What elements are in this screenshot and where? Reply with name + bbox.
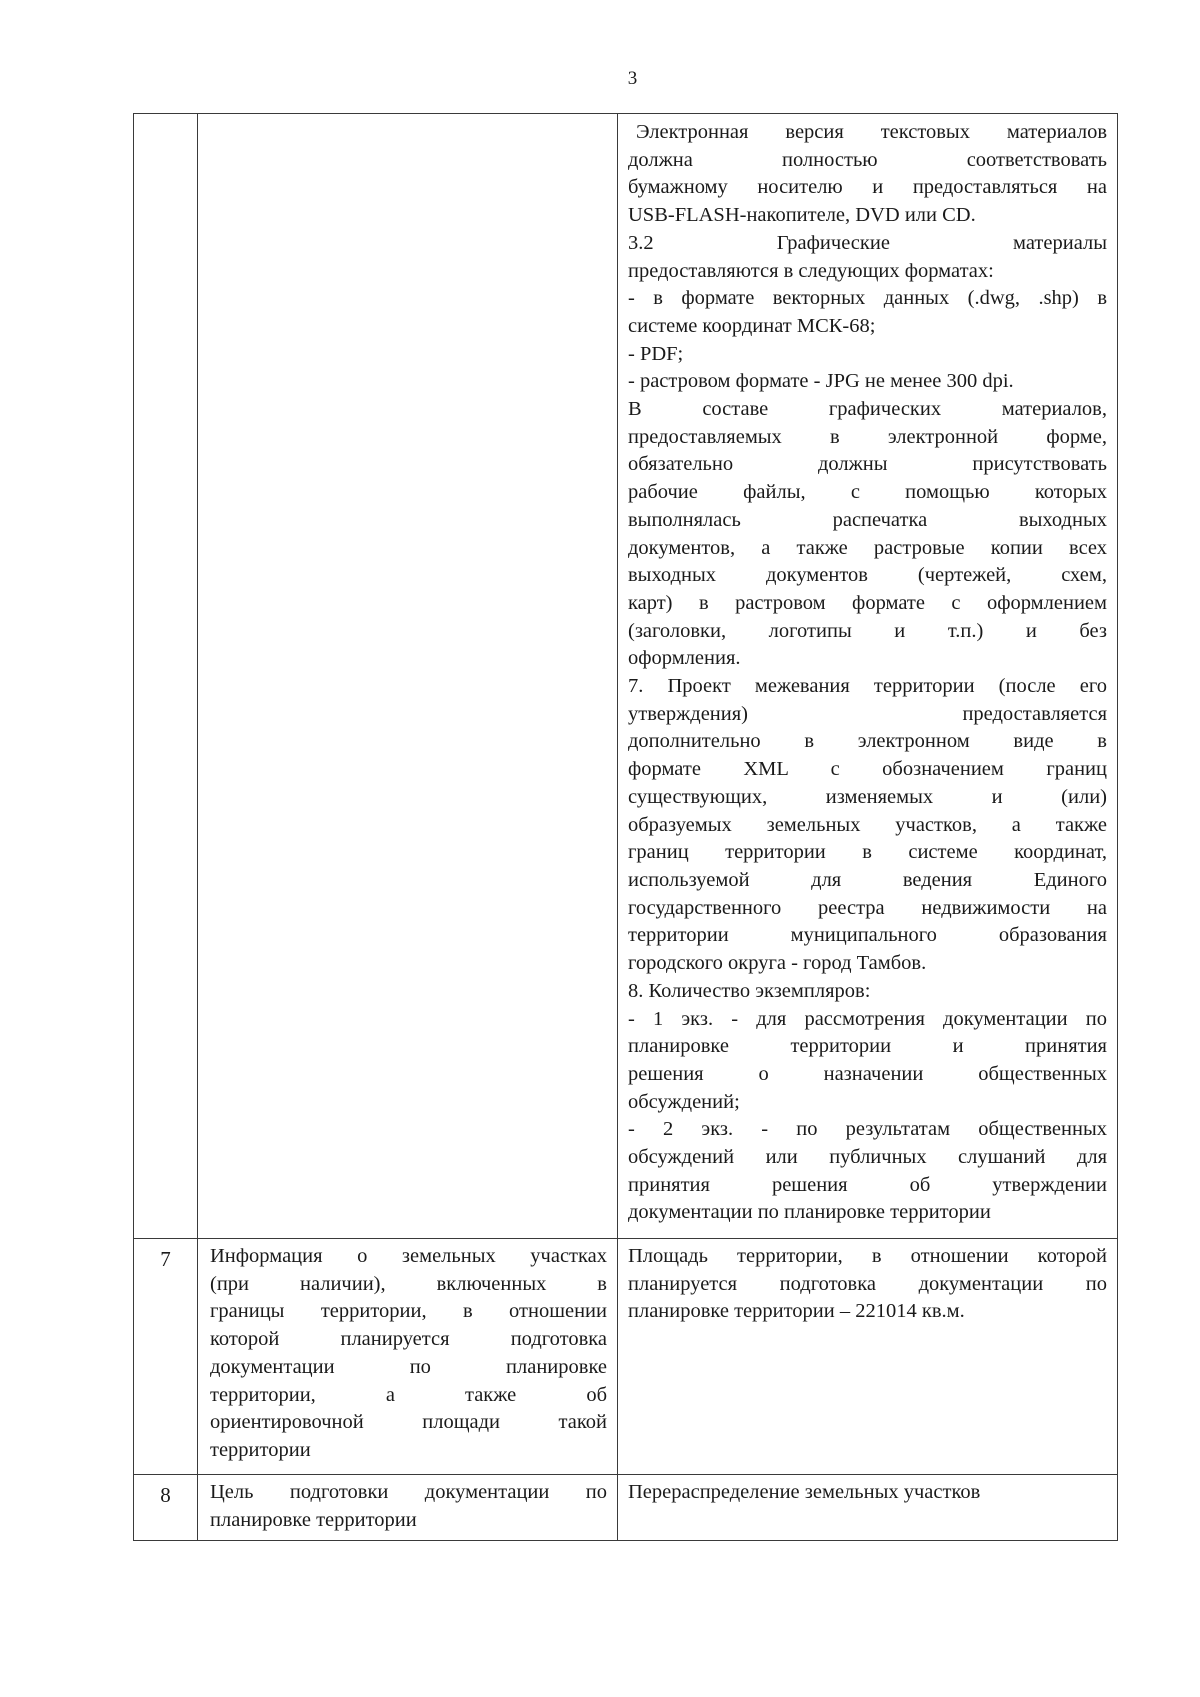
text-line: планировке территории: [210, 1508, 417, 1531]
text-line: решения о назначении общественных: [628, 1062, 1107, 1085]
text-line: обязательно должны присутствовать: [628, 453, 1107, 476]
row-number: 8: [134, 1475, 198, 1541]
requirements-text: [628, 119, 1107, 1227]
text-line: Перераспределение земельных участков: [628, 1481, 981, 1503]
text-line: - в формате векторных данных (.dwg, .shp) в: [628, 287, 1107, 310]
text-line: городского округа - город Тамбов.: [628, 952, 927, 975]
text-line: обсуждений;: [628, 1090, 740, 1113]
text-line: обсуждений или публичных слушаний для: [628, 1146, 1107, 1169]
text-line: планировке территории – 221014 кв.м.: [628, 1300, 965, 1323]
text-line: границ территории в системе координат,: [628, 841, 1107, 864]
text-line: утверждения) предоставляется: [628, 702, 1107, 725]
row-value-cell: [618, 1475, 1118, 1541]
row-title: [210, 1479, 607, 1534]
text-line: Цель подготовки документации по: [210, 1481, 607, 1503]
text-line: территории, а также об: [210, 1383, 607, 1406]
row-title-cell: [198, 1239, 618, 1475]
text-line: документации по планировке территории: [628, 1201, 991, 1224]
text-line: документов, а также растровые копии всех: [628, 536, 1107, 559]
text-line: (заголовки, логотипы и т.п.) и без: [628, 619, 1107, 642]
text-line: территории муниципального образования: [628, 924, 1107, 947]
text-line: (при наличии), включенных в: [210, 1272, 607, 1295]
text-line: ориентировочной площади такой: [210, 1411, 607, 1434]
text-line: принятия решения об утверждении: [628, 1173, 1107, 1196]
text-line: 7. Проект межевания территории (после его: [628, 675, 1107, 698]
text-line: - 1 экз. - для рассмотрения документации по: [628, 1007, 1107, 1030]
text-line: 3.2 Графические материалы: [628, 231, 1107, 254]
row-value: [628, 1243, 1107, 1326]
row-title: [210, 1243, 607, 1465]
text-line: формате XML с обозначением границ: [628, 758, 1107, 781]
text-line: - PDF;: [628, 342, 684, 365]
text-line: рабочие файлы, с помощью которых: [628, 481, 1107, 504]
text-line: 8. Количество экземпляров:: [628, 979, 871, 1002]
row-number-cell: [134, 114, 198, 1239]
text-line: предоставляются в следующих форматах:: [628, 259, 994, 282]
text-line: документации по планировке: [210, 1355, 607, 1378]
row-value-cell: [618, 1239, 1118, 1475]
text-line: - 2 экз. - по результатам общественных: [628, 1118, 1107, 1141]
row-title-cell: [198, 1475, 618, 1541]
text-line: - растровом формате - JPG не менее 300 dpi.: [628, 370, 1014, 393]
text-line: предоставляемых в электронной форме,: [628, 425, 1107, 448]
row-value: [628, 1479, 1107, 1507]
text-line: Электронная версия текстовых материалов: [636, 121, 1107, 143]
row-number: 7: [134, 1239, 198, 1475]
text-line: существующих, изменяемых и (или): [628, 785, 1107, 808]
specification-table: [133, 113, 1118, 1541]
text-line: дополнительно в электронном виде в: [628, 730, 1107, 753]
text-line: которой планируется подготовка: [210, 1328, 607, 1351]
text-line: планировке территории и принятия: [628, 1035, 1107, 1058]
table-row-continuation: [134, 114, 1118, 1239]
text-line: используемой для ведения Единого: [628, 868, 1107, 891]
text-line: карт) в растровом формате с оформлением: [628, 591, 1107, 614]
text-line: оформления.: [628, 647, 741, 670]
text-line: планируется подготовка документации по: [628, 1272, 1107, 1295]
text-line: USB-FLASH-накопителе, DVD или CD.: [628, 204, 976, 227]
table-row-7: [134, 1239, 1118, 1475]
text-line: образуемых земельных участков, а также: [628, 813, 1107, 836]
text-line: выполнялась распечатка выходных: [628, 508, 1107, 531]
text-line: бумажному носителю и предоставляться на: [628, 176, 1107, 199]
text-line: Информация о земельных участках: [210, 1245, 607, 1267]
row-title-cell: [198, 114, 618, 1239]
text-line: территории: [210, 1438, 311, 1461]
requirements-text-cell: [618, 114, 1118, 1239]
text-line: границы территории, в отношении: [210, 1300, 607, 1323]
text-line: В составе графических материалов,: [628, 398, 1107, 421]
table-row-8: [134, 1475, 1118, 1541]
text-line: Площадь территории, в отношении которой: [628, 1245, 1107, 1267]
page-number: 3: [627, 68, 638, 89]
text-line: должна полностью соответствовать: [628, 148, 1107, 171]
text-line: выходных документов (чертежей, схем,: [628, 564, 1107, 587]
text-line: системе координат МСК-68;: [628, 314, 876, 337]
text-line: государственного реестра недвижимости на: [628, 896, 1107, 919]
